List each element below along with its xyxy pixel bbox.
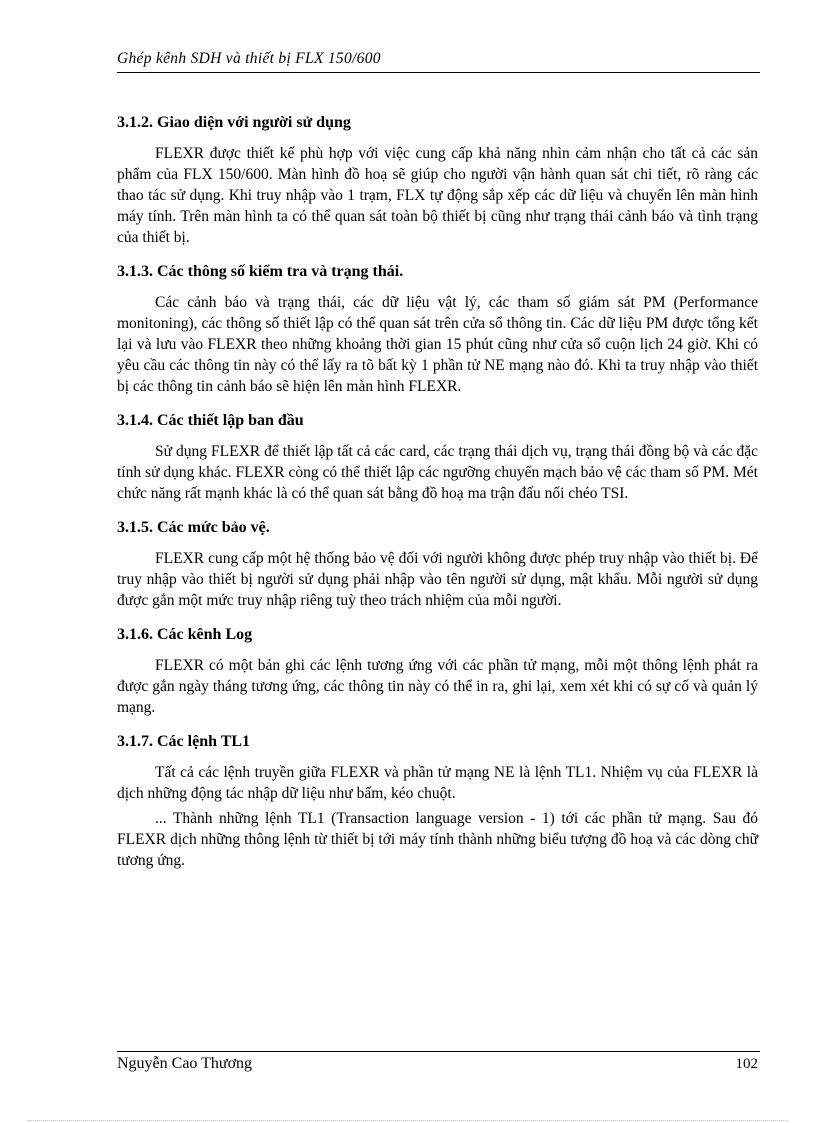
paragraph: FLEXR cung cấp một hệ thống bảo vệ đối với người không được phép truy nhập vào thiết bị. Để truy nhập vào thiết bị người sử dụng phải nhập vào tên người sử dụng, mật khẩu. Mỗi người sử dụng được gắn một mức truy nhập riêng tuỳ theo trách nhiệm của mỗi người. bbox=[117, 550, 758, 609]
section-3-1-4 bbox=[117, 410, 758, 504]
paragraph: Sử dụng FLEXR để thiết lập tất cả các card, các trạng thái dịch vụ, trạng thái đồng bộ và các đặc tính sử dụng khác. FLEXR còng có thể thiết lập các ngưỡng chuyển mạch bảo vệ các tham số PM. Mét chức năng rất mạnh khác là có thể quan sát bằng đồ hoạ ma trận đấu nối chéo TSI. bbox=[117, 443, 758, 502]
section-3-1-2 bbox=[117, 112, 758, 248]
header-rule bbox=[117, 72, 760, 73]
page-edge-divider bbox=[28, 1120, 788, 1121]
section-heading: 3.1.2. Giao diện với người sử dụng bbox=[117, 114, 351, 131]
page-number: 102 bbox=[735, 1056, 758, 1072]
section-heading: 3.1.4. Các thiết lập ban đầu bbox=[117, 412, 304, 429]
section-3-1-5 bbox=[117, 517, 758, 611]
paragraph: FLEXR có một bản ghi các lệnh tương ứng với các phần tử mạng, mỗi một thông lệnh phát ra được gắn ngày tháng tương ứng, các thông tin này có thể in ra, ghi lại, xem xét khi có sự cố và quản lý mạng. bbox=[117, 657, 758, 716]
paragraph: Các cảnh báo và trạng thái, các dữ liệu vật lý, các tham số giám sát PM (Performance monitoning), các thông số thiết lập có thể quan sát trên cửa sổ thông tin. Các dữ liệu PM được tổng kết lại và lưu vào FLEXR theo những khoảng thời gian 15 phút cũng như cửa sổ cuộn lịch 24 giờ. Khi có yêu cầu các thông tin này có thể lấy ra tõ bất kỳ 1 phần tử NE mạng nào đó. Khi ta truy nhập vào thiết bị các thông tin cảnh báo sẽ hiện lên màn hình FLEXR. bbox=[117, 294, 758, 395]
paragraph: Tất cả các lệnh truyền giữa FLEXR và phần tử mạng NE là lệnh TL1. Nhiệm vụ của FLEXR là dịch những động tác nhập dữ liệu như bấm, kéo chuột. bbox=[117, 764, 758, 802]
section-3-1-6 bbox=[117, 624, 758, 718]
section-3-1-3 bbox=[117, 261, 758, 397]
section-3-1-7 bbox=[117, 731, 758, 871]
page-header bbox=[117, 50, 760, 68]
section-heading: 3.1.5. Các mức bảo vệ. bbox=[117, 519, 270, 536]
paragraph: FLEXR được thiết kế phù hợp với việc cung cấp khả năng nhìn cảm nhận cho tất cả các sản phẩm của FLX 150/600. Màn hình đồ hoạ sẽ giúp cho người vận hành quan sát chi tiết, rõ ràng các thao tác sử dụng. Khi truy nhập vào 1 trạm, FLX tự động sắp xếp các dữ liệu và chuyển lên màn hình máy tính. Trên màn hình ta có thể quan sát toàn bộ thiết bị cũng như trạng thái cảnh báo và tình trạng của thiết bị. bbox=[117, 145, 758, 246]
section-heading: 3.1.3. Các thông số kiểm tra và trạng thái. bbox=[117, 263, 404, 280]
document-body bbox=[117, 112, 758, 875]
section-heading: 3.1.6. Các kênh Log bbox=[117, 626, 253, 643]
section-heading: 3.1.7. Các lệnh TL1 bbox=[117, 733, 251, 750]
footer-rule bbox=[117, 1051, 760, 1052]
footer-author: Nguyễn Cao Thương bbox=[117, 1055, 253, 1072]
header-title: Ghép kênh SDH và thiết bị FLX 150/600 bbox=[117, 50, 381, 67]
paragraph: ... Thành những lệnh TL1 (Transaction language version - 1) tới các phần tử mạng. Sau đó FLEXR dịch những thông lệnh từ thiết bị tới máy tính thành những biểu tượng đồ hoạ và các dòng chữ tương ứng. bbox=[117, 810, 758, 869]
